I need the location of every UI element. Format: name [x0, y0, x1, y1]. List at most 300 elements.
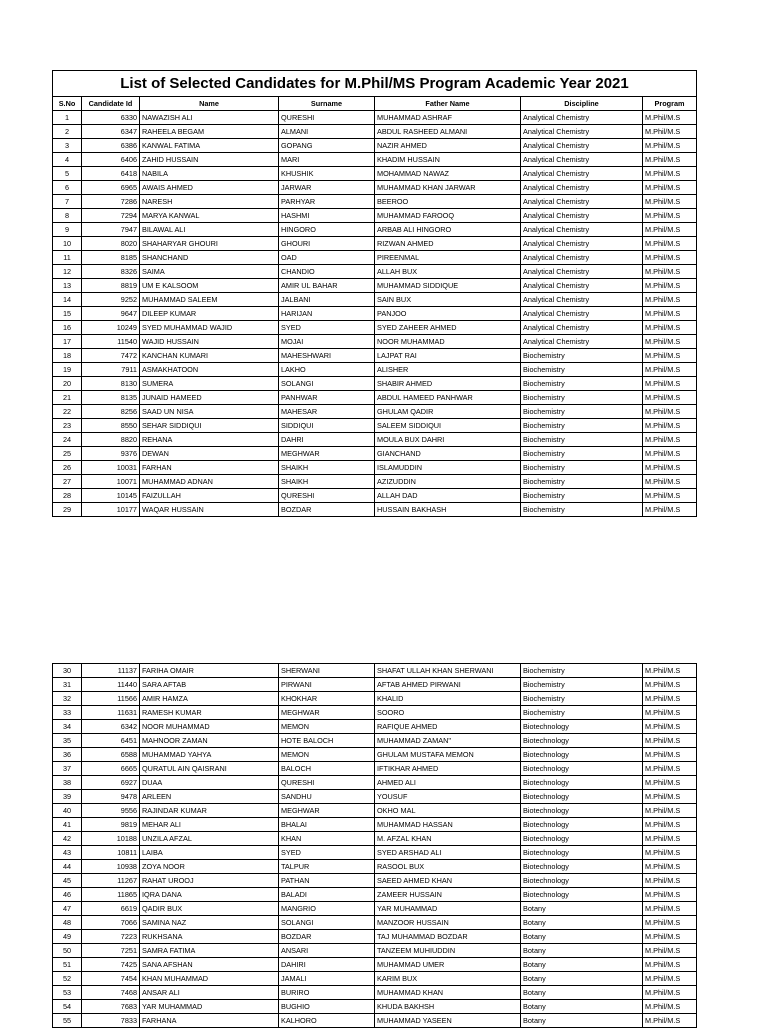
cell-sno: 23 [53, 419, 82, 433]
cell-program: M.Phil/M.S [643, 265, 697, 279]
table-row [53, 846, 697, 860]
cell-name: FAIZULLAH [140, 489, 279, 503]
cell-surname: MEGHWAR [279, 447, 375, 461]
cell-surname: QURESHI [279, 111, 375, 125]
cell-discipline: Biochemistry [521, 363, 643, 377]
cell-sno: 35 [53, 734, 82, 748]
cell-candidate-id: 8819 [82, 279, 140, 293]
cell-surname: DAHIRI [279, 958, 375, 972]
cell-sno: 48 [53, 916, 82, 930]
header-sno: S.No [53, 97, 82, 111]
cell-father-name: BEEROO [375, 195, 521, 209]
table-row [53, 489, 697, 503]
cell-discipline: Biochemistry [521, 461, 643, 475]
cell-father-name: MUHAMMAD HASSAN [375, 818, 521, 832]
cell-sno: 31 [53, 678, 82, 692]
table-row [53, 139, 697, 153]
cell-discipline: Botany [521, 930, 643, 944]
cell-candidate-id: 11540 [82, 335, 140, 349]
table-row [53, 349, 697, 363]
cell-sno: 14 [53, 293, 82, 307]
cell-surname: BURIRO [279, 986, 375, 1000]
cell-name: SEHAR SIDDIQUI [140, 419, 279, 433]
cell-sno: 51 [53, 958, 82, 972]
cell-father-name: YAR MUHAMMAD [375, 902, 521, 916]
cell-candidate-id: 7472 [82, 349, 140, 363]
cell-discipline: Biotechnology [521, 818, 643, 832]
table-row [53, 902, 697, 916]
cell-candidate-id: 6965 [82, 181, 140, 195]
cell-sno: 9 [53, 223, 82, 237]
table-row [53, 307, 697, 321]
cell-program: M.Phil/M.S [643, 748, 697, 762]
cell-sno: 37 [53, 762, 82, 776]
table-row [53, 930, 697, 944]
cell-candidate-id: 10071 [82, 475, 140, 489]
cell-sno: 36 [53, 748, 82, 762]
table-row [53, 860, 697, 874]
table-row [53, 1014, 697, 1028]
cell-program: M.Phil/M.S [643, 111, 697, 125]
cell-name: KANWAL FATIMA [140, 139, 279, 153]
cell-discipline: Biotechnology [521, 748, 643, 762]
cell-candidate-id: 8185 [82, 251, 140, 265]
cell-surname: GHOURI [279, 237, 375, 251]
cell-name: ZOYA NOOR [140, 860, 279, 874]
cell-name: SHANCHAND [140, 251, 279, 265]
cell-candidate-id: 6588 [82, 748, 140, 762]
cell-candidate-id: 7468 [82, 986, 140, 1000]
table-row [53, 237, 697, 251]
table-row [53, 678, 697, 692]
cell-surname: MEGHWAR [279, 706, 375, 720]
cell-program: M.Phil/M.S [643, 692, 697, 706]
cell-surname: MANGRIO [279, 902, 375, 916]
cell-father-name: SOORO [375, 706, 521, 720]
cell-surname: HARIJAN [279, 307, 375, 321]
cell-candidate-id: 10031 [82, 461, 140, 475]
cell-name: RAMESH KUMAR [140, 706, 279, 720]
cell-discipline: Analytical Chemistry [521, 251, 643, 265]
cell-discipline: Biotechnology [521, 762, 643, 776]
cell-candidate-id: 6927 [82, 776, 140, 790]
cell-surname: PARHYAR [279, 195, 375, 209]
cell-name: JUNAID HAMEED [140, 391, 279, 405]
cell-sno: 12 [53, 265, 82, 279]
cell-discipline: Biotechnology [521, 874, 643, 888]
cell-sno: 15 [53, 307, 82, 321]
table-row [53, 419, 697, 433]
cell-discipline: Biochemistry [521, 678, 643, 692]
candidates-table-top [52, 70, 697, 517]
cell-program: M.Phil/M.S [643, 832, 697, 846]
header-candidate-id: Candidate Id [82, 97, 140, 111]
cell-sno: 3 [53, 139, 82, 153]
cell-father-name: ZAMEER HUSSAIN [375, 888, 521, 902]
cell-surname: JAMALI [279, 972, 375, 986]
cell-sno: 53 [53, 986, 82, 1000]
cell-surname: PANHWAR [279, 391, 375, 405]
cell-name: MEHAR ALI [140, 818, 279, 832]
cell-candidate-id: 9819 [82, 818, 140, 832]
cell-name: NAWAZISH ALI [140, 111, 279, 125]
cell-name: ANSAR ALI [140, 986, 279, 1000]
cell-program: M.Phil/M.S [643, 1014, 697, 1028]
cell-program: M.Phil/M.S [643, 972, 697, 986]
cell-sno: 22 [53, 405, 82, 419]
table-row [53, 720, 697, 734]
table-row [53, 447, 697, 461]
cell-discipline: Biotechnology [521, 776, 643, 790]
cell-surname: KHAN [279, 832, 375, 846]
cell-sno: 28 [53, 489, 82, 503]
cell-candidate-id: 10177 [82, 503, 140, 517]
cell-candidate-id: 11137 [82, 664, 140, 678]
cell-program: M.Phil/M.S [643, 790, 697, 804]
cell-sno: 27 [53, 475, 82, 489]
cell-name: SANA AFSHAN [140, 958, 279, 972]
cell-father-name: TANZEEM MUHIUDDIN [375, 944, 521, 958]
cell-name: ZAHID HUSSAIN [140, 153, 279, 167]
cell-program: M.Phil/M.S [643, 888, 697, 902]
cell-father-name: MUHAMMAD YASEEN [375, 1014, 521, 1028]
cell-name: RAHEELA BEGAM [140, 125, 279, 139]
cell-candidate-id: 11440 [82, 678, 140, 692]
table-row [53, 251, 697, 265]
cell-name: UM E KALSOOM [140, 279, 279, 293]
cell-program: M.Phil/M.S [643, 377, 697, 391]
table-row [53, 762, 697, 776]
cell-surname: HASHMI [279, 209, 375, 223]
table-row [53, 405, 697, 419]
cell-name: QADIR BUX [140, 902, 279, 916]
cell-discipline: Botany [521, 972, 643, 986]
cell-father-name: SHABIR AHMED [375, 377, 521, 391]
table-row [53, 874, 697, 888]
cell-sno: 18 [53, 349, 82, 363]
cell-father-name: ISLAMUDDIN [375, 461, 521, 475]
table-row [53, 475, 697, 489]
cell-father-name: AHMED ALI [375, 776, 521, 790]
cell-discipline: Biochemistry [521, 419, 643, 433]
cell-program: M.Phil/M.S [643, 433, 697, 447]
cell-name: REHANA [140, 433, 279, 447]
table-row [53, 832, 697, 846]
cell-father-name: MUHAMMAD SIDDIQUE [375, 279, 521, 293]
cell-sno: 10 [53, 237, 82, 251]
cell-candidate-id: 6451 [82, 734, 140, 748]
table-row [53, 790, 697, 804]
cell-name: WAJID HUSSAIN [140, 335, 279, 349]
cell-surname: SHERWANI [279, 664, 375, 678]
cell-program: M.Phil/M.S [643, 251, 697, 265]
cell-candidate-id: 7294 [82, 209, 140, 223]
cell-sno: 39 [53, 790, 82, 804]
cell-discipline: Analytical Chemistry [521, 139, 643, 153]
cell-program: M.Phil/M.S [643, 419, 697, 433]
cell-name: LAIBA [140, 846, 279, 860]
cell-discipline: Analytical Chemistry [521, 293, 643, 307]
cell-name: AMIR HAMZA [140, 692, 279, 706]
cell-name: KHAN MUHAMMAD [140, 972, 279, 986]
cell-father-name: KHALID [375, 692, 521, 706]
cell-surname: GOPANG [279, 139, 375, 153]
cell-discipline: Botany [521, 1014, 643, 1028]
cell-surname: MAHESHWARI [279, 349, 375, 363]
cell-discipline: Biochemistry [521, 447, 643, 461]
cell-candidate-id: 6347 [82, 125, 140, 139]
cell-surname: MOJAI [279, 335, 375, 349]
cell-surname: ALMANI [279, 125, 375, 139]
cell-candidate-id: 6406 [82, 153, 140, 167]
table-row [53, 944, 697, 958]
cell-candidate-id: 7251 [82, 944, 140, 958]
cell-candidate-id: 7425 [82, 958, 140, 972]
cell-sno: 55 [53, 1014, 82, 1028]
table-row [53, 335, 697, 349]
cell-candidate-id: 8326 [82, 265, 140, 279]
table-row [53, 363, 697, 377]
cell-surname: QURESHI [279, 776, 375, 790]
cell-father-name: SAEED AHMED KHAN [375, 874, 521, 888]
table-row [53, 209, 697, 223]
cell-discipline: Biochemistry [521, 692, 643, 706]
cell-candidate-id: 11631 [82, 706, 140, 720]
cell-surname: KALHORO [279, 1014, 375, 1028]
cell-program: M.Phil/M.S [643, 167, 697, 181]
cell-sno: 34 [53, 720, 82, 734]
cell-sno: 6 [53, 181, 82, 195]
cell-name: FARHANA [140, 1014, 279, 1028]
cell-program: M.Phil/M.S [643, 293, 697, 307]
cell-discipline: Biochemistry [521, 489, 643, 503]
cell-father-name: MOULA BUX DAHRI [375, 433, 521, 447]
cell-program: M.Phil/M.S [643, 209, 697, 223]
cell-discipline: Analytical Chemistry [521, 209, 643, 223]
cell-discipline: Analytical Chemistry [521, 265, 643, 279]
cell-father-name: PIREENMAL [375, 251, 521, 265]
cell-program: M.Phil/M.S [643, 405, 697, 419]
cell-sno: 54 [53, 1000, 82, 1014]
cell-sno: 41 [53, 818, 82, 832]
cell-name: KANCHAN KUMARI [140, 349, 279, 363]
candidates-table-bottom [52, 663, 697, 1028]
cell-sno: 47 [53, 902, 82, 916]
cell-discipline: Botany [521, 986, 643, 1000]
cell-discipline: Analytical Chemistry [521, 223, 643, 237]
cell-discipline: Analytical Chemistry [521, 335, 643, 349]
cell-name: SHAHARYAR GHOURI [140, 237, 279, 251]
cell-sno: 20 [53, 377, 82, 391]
header-name: Name [140, 97, 279, 111]
cell-name: SAMINA NAZ [140, 916, 279, 930]
cell-surname: PATHAN [279, 874, 375, 888]
cell-candidate-id: 8256 [82, 405, 140, 419]
table-row [53, 265, 697, 279]
cell-program: M.Phil/M.S [643, 503, 697, 517]
cell-surname: BALOCH [279, 762, 375, 776]
cell-candidate-id: 10938 [82, 860, 140, 874]
cell-sno: 50 [53, 944, 82, 958]
cell-surname: JALBANI [279, 293, 375, 307]
cell-surname: BALADI [279, 888, 375, 902]
table-row [53, 293, 697, 307]
cell-name: RUKHSANA [140, 930, 279, 944]
cell-sno: 26 [53, 461, 82, 475]
cell-sno: 44 [53, 860, 82, 874]
cell-father-name: GHULAM QADIR [375, 405, 521, 419]
cell-surname: BOZDAR [279, 930, 375, 944]
cell-sno: 8 [53, 209, 82, 223]
cell-name: SARA AFTAB [140, 678, 279, 692]
table-row [53, 321, 697, 335]
cell-surname: SYED [279, 846, 375, 860]
cell-candidate-id: 10811 [82, 846, 140, 860]
cell-program: M.Phil/M.S [643, 391, 697, 405]
cell-father-name: HUSSAIN BAKHASH [375, 503, 521, 517]
cell-name: SAIMA [140, 265, 279, 279]
cell-sno: 21 [53, 391, 82, 405]
cell-father-name: AZIZUDDIN [375, 475, 521, 489]
table-row [53, 279, 697, 293]
cell-surname: SANDHU [279, 790, 375, 804]
table-row [53, 391, 697, 405]
table-row [53, 153, 697, 167]
cell-name: MUHAMMAD SALEEM [140, 293, 279, 307]
cell-name: AWAIS AHMED [140, 181, 279, 195]
cell-program: M.Phil/M.S [643, 223, 697, 237]
cell-discipline: Biotechnology [521, 860, 643, 874]
cell-program: M.Phil/M.S [643, 237, 697, 251]
table-row [53, 167, 697, 181]
cell-name: SYED MUHAMMAD WAJID [140, 321, 279, 335]
cell-father-name: MUHAMMAD ZAMAN" [375, 734, 521, 748]
cell-program: M.Phil/M.S [643, 706, 697, 720]
cell-father-name: ARBAB ALI HINGORO [375, 223, 521, 237]
cell-program: M.Phil/M.S [643, 447, 697, 461]
table-row [53, 1000, 697, 1014]
cell-surname: PIRWANI [279, 678, 375, 692]
table-row [53, 818, 697, 832]
table-row [53, 804, 697, 818]
cell-father-name: ALLAH BUX [375, 265, 521, 279]
cell-program: M.Phil/M.S [643, 664, 697, 678]
cell-candidate-id: 9376 [82, 447, 140, 461]
cell-sno: 7 [53, 195, 82, 209]
table-row [53, 195, 697, 209]
cell-candidate-id: 6342 [82, 720, 140, 734]
cell-father-name: GHULAM MUSTAFA MEMON [375, 748, 521, 762]
cell-sno: 19 [53, 363, 82, 377]
cell-discipline: Analytical Chemistry [521, 111, 643, 125]
cell-father-name: YOUSUF [375, 790, 521, 804]
cell-discipline: Biotechnology [521, 888, 643, 902]
cell-father-name: IFTIKHAR AHMED [375, 762, 521, 776]
cell-candidate-id: 7454 [82, 972, 140, 986]
cell-sno: 5 [53, 167, 82, 181]
cell-candidate-id: 11865 [82, 888, 140, 902]
cell-discipline: Biochemistry [521, 377, 643, 391]
cell-discipline: Biochemistry [521, 475, 643, 489]
cell-surname: LAKHO [279, 363, 375, 377]
cell-surname: KHUSHIK [279, 167, 375, 181]
cell-discipline: Analytical Chemistry [521, 195, 643, 209]
cell-father-name: KHADIM HUSSAIN [375, 153, 521, 167]
cell-surname: BUGHIO [279, 1000, 375, 1014]
cell-discipline: Analytical Chemistry [521, 153, 643, 167]
cell-program: M.Phil/M.S [643, 902, 697, 916]
cell-candidate-id: 7833 [82, 1014, 140, 1028]
cell-candidate-id: 7286 [82, 195, 140, 209]
cell-program: M.Phil/M.S [643, 489, 697, 503]
cell-candidate-id: 7066 [82, 916, 140, 930]
cell-name: SUMERA [140, 377, 279, 391]
cell-father-name: MANZOOR HUSSAIN [375, 916, 521, 930]
cell-father-name: NAZIR AHMED [375, 139, 521, 153]
cell-program: M.Phil/M.S [643, 734, 697, 748]
cell-program: M.Phil/M.S [643, 720, 697, 734]
cell-program: M.Phil/M.S [643, 958, 697, 972]
cell-sno: 32 [53, 692, 82, 706]
cell-sno: 30 [53, 664, 82, 678]
header-surname: Surname [279, 97, 375, 111]
cell-name: NABILA [140, 167, 279, 181]
cell-surname: KHOKHAR [279, 692, 375, 706]
cell-sno: 13 [53, 279, 82, 293]
cell-surname: AMIR UL BAHAR [279, 279, 375, 293]
cell-program: M.Phil/M.S [643, 363, 697, 377]
cell-discipline: Biotechnology [521, 804, 643, 818]
cell-discipline: Analytical Chemistry [521, 307, 643, 321]
header-row [53, 97, 697, 111]
cell-name: MUHAMMAD YAHYA [140, 748, 279, 762]
cell-sno: 29 [53, 503, 82, 517]
cell-surname: SOLANGI [279, 916, 375, 930]
cell-father-name: ALLAH DAD [375, 489, 521, 503]
cell-program: M.Phil/M.S [643, 195, 697, 209]
cell-surname: SHAIKH [279, 475, 375, 489]
cell-father-name: SYED ZAHEER AHMED [375, 321, 521, 335]
cell-candidate-id: 6619 [82, 902, 140, 916]
cell-name: FARIHA OMAIR [140, 664, 279, 678]
cell-program: M.Phil/M.S [643, 321, 697, 335]
cell-program: M.Phil/M.S [643, 307, 697, 321]
cell-surname: MARI [279, 153, 375, 167]
cell-name: FARHAN [140, 461, 279, 475]
cell-program: M.Phil/M.S [643, 986, 697, 1000]
cell-candidate-id: 7223 [82, 930, 140, 944]
cell-name: NOOR MUHAMMAD [140, 720, 279, 734]
cell-sno: 38 [53, 776, 82, 790]
table-row [53, 972, 697, 986]
cell-surname: TALPUR [279, 860, 375, 874]
cell-discipline: Biotechnology [521, 846, 643, 860]
cell-father-name: PANJOO [375, 307, 521, 321]
cell-name: ASMAKHATOON [140, 363, 279, 377]
table-row [53, 181, 697, 195]
cell-candidate-id: 7947 [82, 223, 140, 237]
cell-candidate-id: 6386 [82, 139, 140, 153]
cell-candidate-id: 10249 [82, 321, 140, 335]
cell-program: M.Phil/M.S [643, 125, 697, 139]
cell-surname: ANSARI [279, 944, 375, 958]
cell-father-name: SHAFAT ULLAH KHAN SHERWANI [375, 664, 521, 678]
cell-discipline: Analytical Chemistry [521, 125, 643, 139]
cell-father-name: RAFIQUE AHMED [375, 720, 521, 734]
cell-surname: MEMON [279, 720, 375, 734]
cell-program: M.Phil/M.S [643, 762, 697, 776]
cell-father-name: ABDUL HAMEED PANHWAR [375, 391, 521, 405]
